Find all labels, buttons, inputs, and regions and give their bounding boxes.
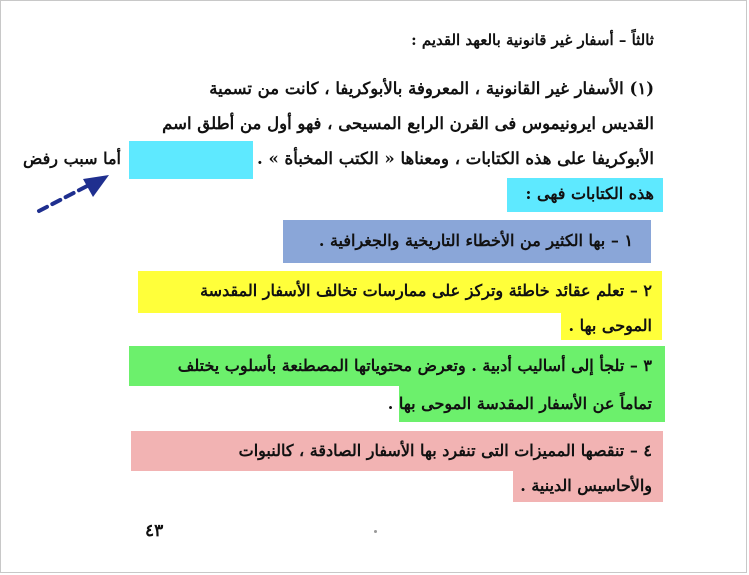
dashed-arrow-icon [33, 169, 113, 219]
paragraph-line-3-highlight: أما سبب رفض [23, 149, 121, 168]
paragraph-line-3: الأبوكريفا على هذه الكتابات ، ومعناها « الكتب المخبأة » . [257, 149, 654, 168]
speck [374, 530, 377, 533]
paragraph-line-2: القديس ايرونيموس فى القرن الرابع المسيحى ، فهو أول من أطلق اسم [162, 114, 654, 133]
item-4-line-1: ٤ – تنقصها المميزات التى تنفرد بها الأسفار الصادقة ، كالنبوات [238, 441, 652, 460]
paragraph-line-4-highlight: هذه الكتابات فهى : [525, 184, 654, 203]
item-2-line-2: الموحى بها . [568, 316, 652, 335]
item-2-line-1: ٢ – تعلم عقائد خاطئة وتركز على ممارسات تخالف الأسفار المقدسة [200, 281, 652, 300]
item-3-line-1: ٣ – تلجأ إلى أساليب أدبية . وتعرض محتوياتها المصطنعة بأسلوب يختلف [177, 356, 652, 375]
item-1-line-1: ١ – بها الكثير من الأخطاء التاريخية والجغرافية . [318, 231, 633, 250]
item-4-line-2: والأحاسيس الدينية . [520, 476, 652, 495]
item-3-line-2: تماماً عن الأسفار المقدسة الموحى بها . [387, 394, 652, 413]
paragraph-line-1: (١) الأسفار غير القانونية ، المعروفة بالأبوكريفا ، كانت من تسمية [209, 79, 654, 98]
section-heading: ثالثاً – أسفار غير قانونية بالعهد القديم : [411, 31, 654, 49]
page-number: ٤٣ [145, 521, 164, 541]
highlight-cyan-1 [129, 141, 253, 179]
